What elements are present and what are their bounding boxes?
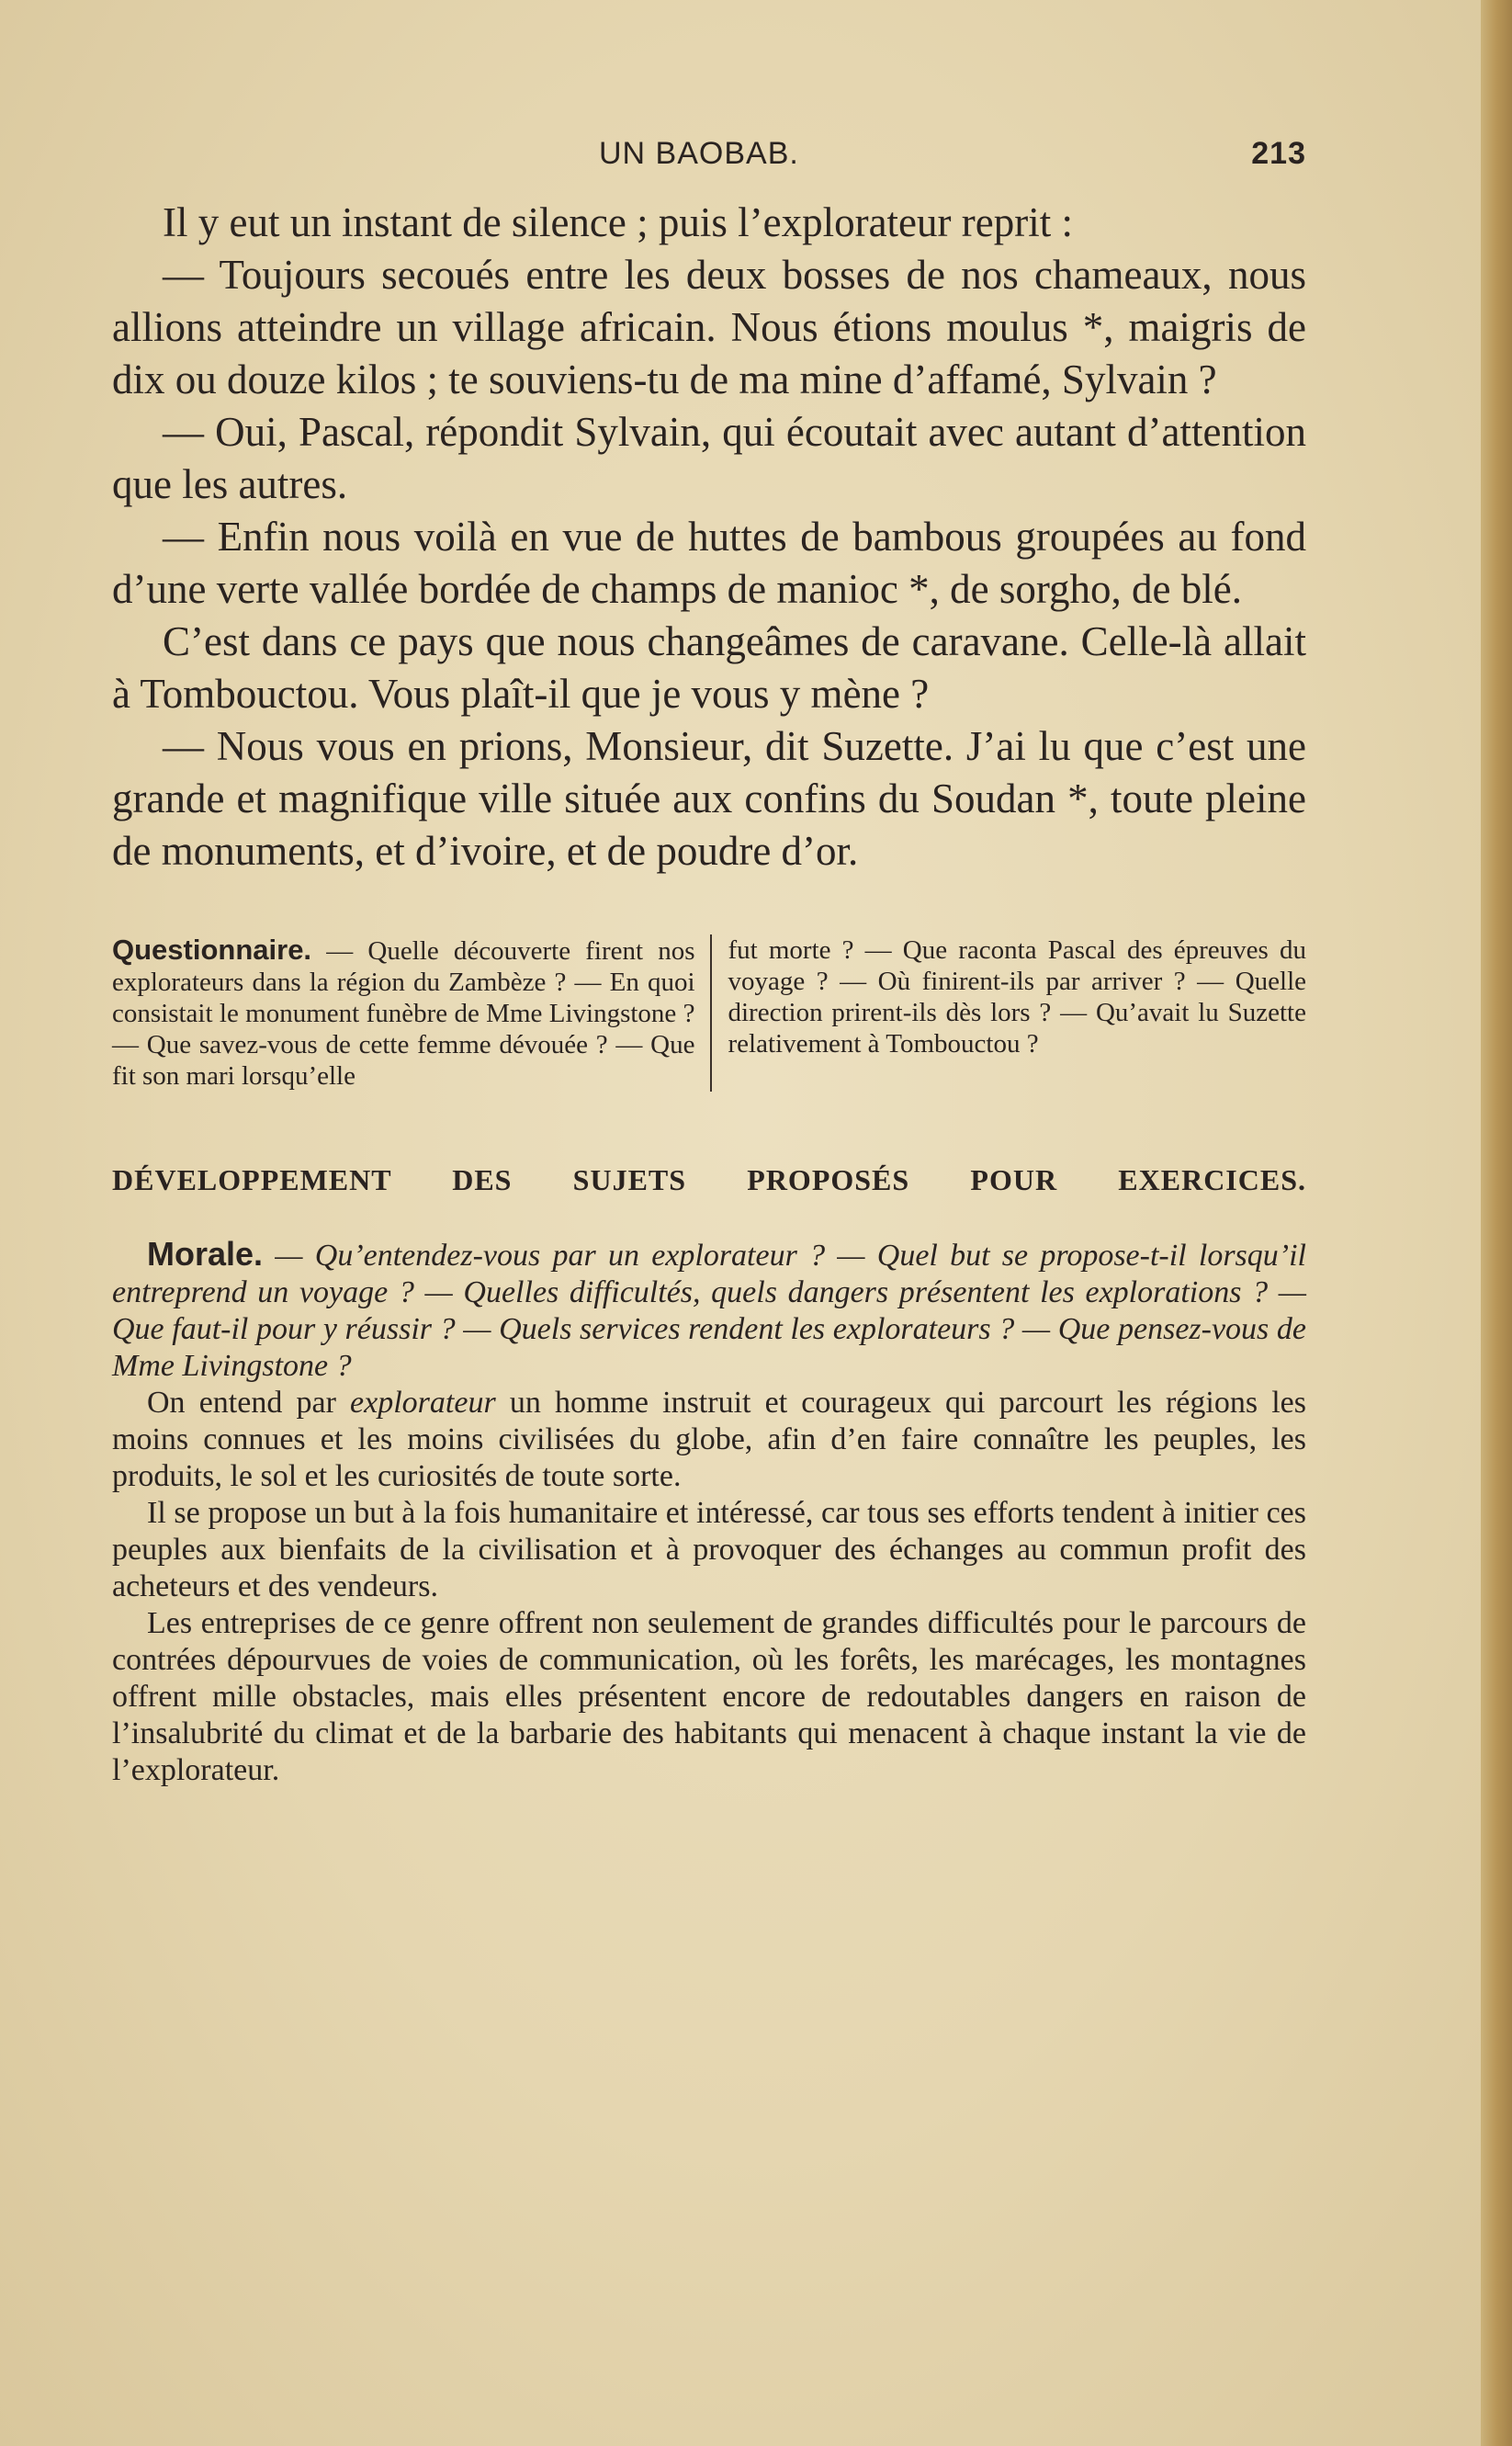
- morale-paragraph: Les entreprises de ce genre offrent non seulement de grandes difficultés pour le parcours de contrées dépourvues de voies de communication, où les forêts, les marécages, les montagnes offrent mille obstacles, mais elles présentent encore de redoutables dangers en raison de l’insalubrité du climat et de la barbarie des habitants qui menacent à chaque instant la vie de l’explorateur.: [112, 1606, 1306, 1787]
- morale-p1-word: explorateur: [350, 1386, 496, 1420]
- page-number: 213: [1251, 136, 1306, 171]
- questionnaire-label: Questionnaire.: [112, 934, 312, 966]
- page-edge: [1481, 0, 1512, 2446]
- paragraph: — Nous vous en prions, Monsieur, dit Suzette. J’ai lu que c’est une grande et magnifique ville située aux confins du Soudan *, toute pleine de monuments, et d’ivoire, et de poudre d’or.: [112, 723, 1306, 874]
- morale-section: [112, 1236, 1306, 1789]
- questionnaire: [112, 934, 1306, 1092]
- paragraph: Il y eut un instant de silence ; puis l’explorateur reprit :: [163, 199, 1073, 245]
- paragraph: C’est dans ce pays que nous changeâmes de caravane. Celle-là allait à Tombouctou. Vous plaît-il que je vous y mène ?: [112, 618, 1306, 717]
- questionnaire-right-column: [712, 934, 1307, 1092]
- morale-paragraph: [112, 1385, 1306, 1495]
- paragraph: — Toujours secoués entre les deux bosses de nos chameaux, nous allions atteindre un village africain. Nous étions moulus *, maigris de dix ou douze kilos ; te souviens-tu de ma mine d’affamé, Sylvain ?: [112, 252, 1306, 402]
- page-content: [112, 129, 1306, 1789]
- questionnaire-right-text: fut morte ? — Que raconta Pascal des épreuves du voyage ? — Où finirent-ils par arriver ? — Quelle direction prirent-ils dès lors ? — Qu’avait lu Suzette relativement à Tombouctou ?: [728, 935, 1306, 1059]
- main-text: [112, 197, 1306, 878]
- running-head: [112, 129, 1306, 184]
- morale-p1-after: un homme instruit et courageux qui parcourt les régions les moins connues et les moins civilisées du globe, afin d’en faire connaître les peuples, les produits, le sol et les curiosités de toute sorte.: [112, 1386, 1306, 1493]
- paragraph: — Enfin nous voilà en vue de huttes de bambous groupées au fond d’une verte vallée bordée de champs de manioc *, de sorgho, de blé.: [112, 514, 1306, 612]
- morale-p1-before: On entend par: [147, 1386, 351, 1420]
- morale-intro: [112, 1236, 1306, 1385]
- morale-questions: — Qu’entendez-vous par un explorateur ? — Quel but se propose-t-il lorsqu’il entreprend un voyage ? — Quelles difficultés, quels dangers présentent les explorations ? — Que faut-il pour y réussir ? — Quels services rendent les explorateurs ? — Que pensez-vous de Mme Livingstone ?: [112, 1239, 1306, 1383]
- morale-paragraph: Il se propose un but à la fois humanitaire et intéressé, car tous ses efforts tendent à initier ces peuples aux bienfaits de la civilisation et à provoquer des échanges au commun profit des acheteurs et des vendeurs.: [112, 1496, 1306, 1603]
- morale-label: Morale.: [147, 1235, 264, 1273]
- running-title: UN BAOBAB.: [599, 136, 799, 171]
- questionnaire-left-text: — Quelle découverte firent nos explorateurs dans la région du Zambèze ? — En quoi consistait le monument funèbre de Mme Livingstone ? — Que savez-vous de cette femme dévouée ? — Que fit son mari lorsqu’elle: [112, 936, 695, 1091]
- paragraph: — Oui, Pascal, répondit Sylvain, qui écoutait avec autant d’attention que les autres.: [112, 409, 1306, 507]
- section-title: DÉVELOPPEMENT DES SUJETS PROPOSÉS POUR EXERCICES.: [112, 1163, 1306, 1196]
- questionnaire-left-column: [112, 934, 712, 1092]
